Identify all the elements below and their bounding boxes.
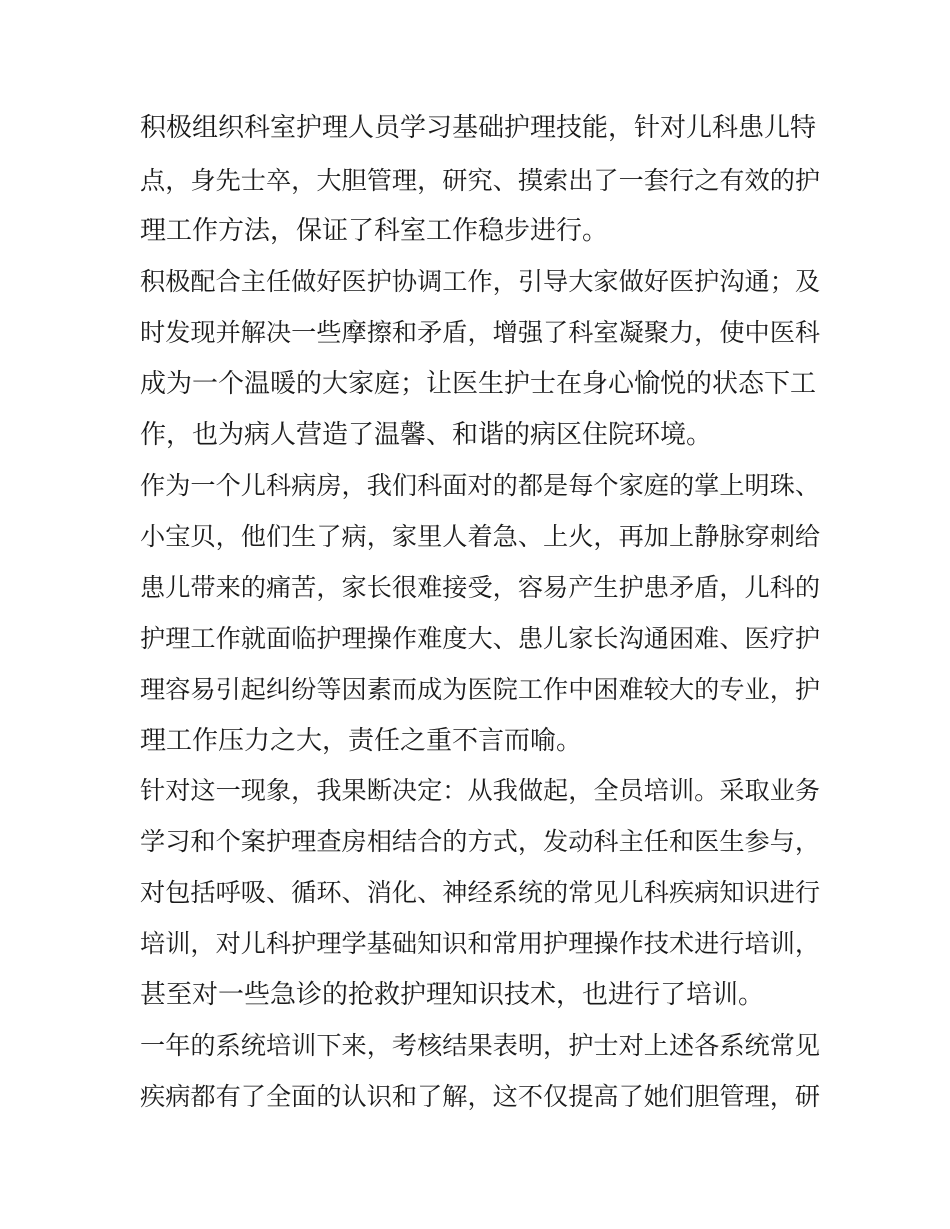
text-line: 培训，对儿科护理学基础知识和常用护理操作技术进行培训， bbox=[140, 929, 821, 958]
text-line: 理工作压力之大，责任之重不言而喻。 bbox=[140, 726, 583, 756]
text-line: 积极组织科室护理人员学习基础护理技能，针对儿科患儿特 bbox=[140, 113, 817, 143]
text-line: 针对这一现象，我果断决定：从我做起，全员培训。采取业务 bbox=[140, 776, 821, 805]
text-line: 点，身先士卒，大胆管理，研究、摸索出了一套行之有效的护 bbox=[140, 166, 821, 195]
text-line: 小宝贝，他们生了病，家里人着急、上火，再加上静脉穿刺给 bbox=[140, 522, 821, 551]
text-line: 积极配合主任做好医护协调工作，引导大家做好医护沟通；及 bbox=[140, 267, 821, 296]
text-line: 疾病都有了全面的认识和了解，这不仅提高了她们胆管理，研 bbox=[140, 1082, 821, 1111]
text-line: 作，也为病人营造了温馨、和谐的病区住院环境。 bbox=[140, 420, 713, 450]
text-line: 甚至对一些急诊的抢救护理知识技术，也进行了培训。 bbox=[140, 980, 765, 1010]
text-line: 成为一个温暖的大家庭；让医生护士在身心愉悦的状态下工 bbox=[140, 369, 817, 399]
text-line: 患儿带来的痛苦，家长很难接受，容易产生护患矛盾，儿科的 bbox=[140, 573, 821, 602]
text-line: 对包括呼吸、循环、消化、神经系统的常见儿科疾病知识进行 bbox=[140, 878, 821, 907]
text-line: 一年的系统培训下来，考核结果表明，护士对上述各系统常见 bbox=[140, 1031, 821, 1060]
text-line: 学习和个案护理查房相结合的方式，发动科主任和医生参与， bbox=[140, 827, 821, 856]
text-line: 作为一个儿科病房，我们科面对的都是每个家庭的掌上明珠、 bbox=[140, 471, 821, 500]
text-line: 理工作方法，保证了科室工作稳步进行。 bbox=[140, 216, 609, 246]
text-line: 理容易引起纠纷等因素而成为医院工作中困难较大的专业，护 bbox=[140, 675, 821, 704]
text-line: 时发现并解决一些摩擦和矛盾，增强了科室凝聚力，使中医科 bbox=[140, 318, 821, 347]
text-line: 护理工作就面临护理操作难度大、患儿家长沟通困难、医疗护 bbox=[140, 624, 821, 653]
